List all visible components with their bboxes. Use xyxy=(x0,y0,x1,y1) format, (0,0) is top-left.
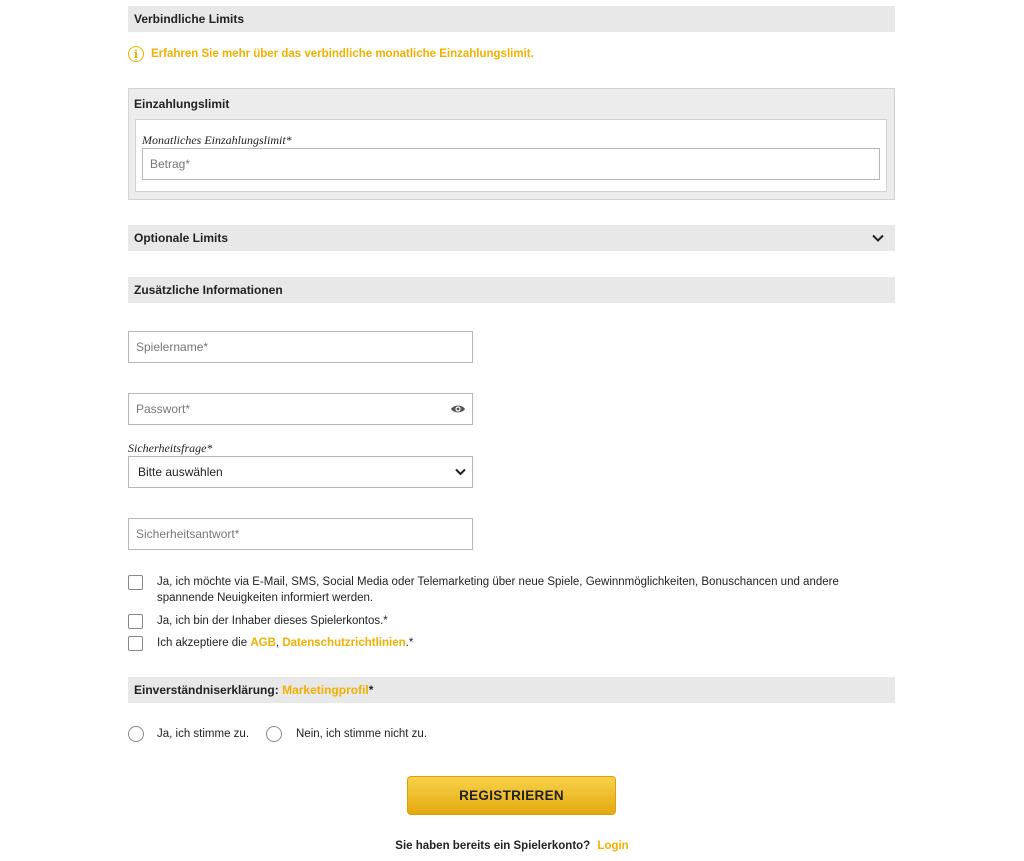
section-optional-limits[interactable] xyxy=(128,225,895,251)
consent-yes-radio[interactable] xyxy=(128,726,144,742)
deposit-limit-title: Einzahlungslimit xyxy=(134,97,230,111)
section-binding-limits xyxy=(128,6,895,32)
marketing-profile-link[interactable]: Marketingprofil xyxy=(282,683,369,697)
chevron-down-icon xyxy=(871,231,885,245)
security-question-label: Sicherheitsfrage* xyxy=(128,441,213,455)
section-title: Optionale Limits xyxy=(134,231,229,245)
account-owner-checkbox-label: Ja, ich bin der Inhaber dieses Spielerkontos.* xyxy=(157,615,388,627)
eye-icon[interactable] xyxy=(450,403,466,415)
security-question-select[interactable] xyxy=(128,456,473,488)
terms-suffix: .* xyxy=(405,637,414,649)
login-link[interactable]: Login xyxy=(597,840,629,852)
username-placeholder: Spielername* xyxy=(136,340,209,354)
password-input[interactable] xyxy=(128,393,473,425)
terms-checkbox[interactable] xyxy=(128,636,143,651)
agb-link[interactable]: AGB xyxy=(250,637,276,649)
consent-no-label: Nein, ich stimme nicht zu. xyxy=(296,728,428,740)
security-answer-input[interactable] xyxy=(128,518,473,550)
section-title: Verbindliche Limits xyxy=(134,12,245,26)
section-additional-info xyxy=(128,277,895,303)
consent-label-suffix: * xyxy=(368,683,374,697)
info-icon: i xyxy=(128,46,144,62)
account-owner-checkbox[interactable] xyxy=(128,614,143,629)
username-input[interactable] xyxy=(128,331,473,363)
login-prompt xyxy=(0,840,1024,852)
monthly-limit-input[interactable] xyxy=(142,148,880,180)
section-title: Zusätzliche Informationen xyxy=(134,283,283,297)
security-answer-placeholder: Sicherheitsantwort* xyxy=(136,527,240,541)
monthly-limit-label: Monatliches Einzahlungslimit* xyxy=(142,133,292,147)
password-placeholder: Passwort* xyxy=(136,402,191,416)
consent-no-radio[interactable] xyxy=(266,726,282,742)
monthly-limit-placeholder: Betrag* xyxy=(150,157,191,171)
chevron-down-icon xyxy=(455,468,466,476)
deposit-limit-info-link[interactable]: Erfahren Sie mehr über das verbindliche monatliche Einzahlungslimit. xyxy=(151,48,534,60)
marketing-checkbox[interactable] xyxy=(128,575,143,590)
consent-label-prefix: Einverständniserklärung: xyxy=(134,683,279,697)
register-button[interactable]: REGISTRIEREN xyxy=(407,776,616,815)
login-prompt-text: Sie haben bereits ein Spielerkonto? xyxy=(395,840,591,852)
security-question-value: Bitte auswählen xyxy=(138,465,223,479)
marketing-checkbox-label: Ja, ich möchte via E-Mail, SMS, Social Media oder Telemarketing über neue Spiele, Gewinnmöglichkeiten, Bonuschancen und andere spannende Neuigkeiten informiert werden. xyxy=(157,576,839,604)
terms-checkbox-label xyxy=(157,635,413,651)
deposit-limit-info[interactable] xyxy=(128,44,534,64)
terms-prefix: Ich akzeptiere die xyxy=(157,637,248,649)
section-consent xyxy=(128,677,895,703)
terms-separator: , xyxy=(275,637,280,649)
consent-yes-label: Ja, ich stimme zu. xyxy=(157,728,250,740)
privacy-policy-link[interactable]: Datenschutzrichtlinien xyxy=(282,637,406,649)
